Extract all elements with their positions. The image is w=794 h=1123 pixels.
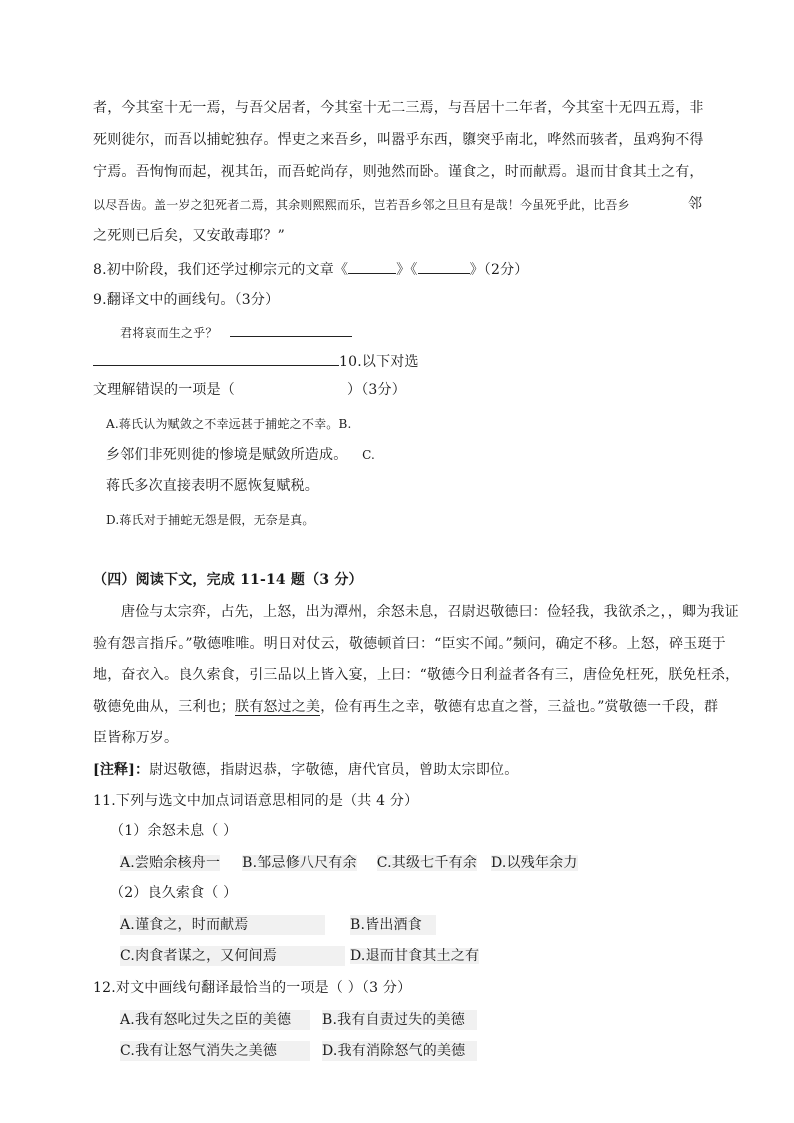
option-a[interactable]: A.我有怒叱过失之臣的美德 xyxy=(120,1010,310,1030)
option-d[interactable]: D.退而甘食其土之有 xyxy=(350,948,480,964)
answer-blank[interactable] xyxy=(93,351,339,366)
option-a[interactable]: A.谨食之，时而献焉 xyxy=(120,915,325,935)
underlined-sentence: 君将哀而生之乎？ xyxy=(120,326,218,340)
question-11-sub-1-options xyxy=(120,853,578,873)
passage2-line-2: 验有怨言指斥。”敬德唯唯。明日对仗云，敬德顿首曰：“臣实不闻。”频问，确定不移。上怒，碎玉珽于 xyxy=(93,636,726,652)
option-c[interactable]: C.肉食者谋之，又何间焉 xyxy=(120,946,345,966)
passage2-line-3: 地，奋衣入。良久索食，引三品以上皆入宴，上曰：“敬德今日利益者各有三，唐俭免枉死，朕免枉杀， xyxy=(93,667,740,683)
question-10-start: 10.以下对选 xyxy=(339,354,419,370)
question-8-text-b: 》《 xyxy=(396,262,418,278)
text: ，俭有再生之幸，敬德有忠直之誉，三益也。”赏敬德一千段，群 xyxy=(320,699,719,715)
underlined-sentence: 朕有怒过之美 xyxy=(235,699,321,715)
option-b xyxy=(106,445,375,465)
question-11-sub-2-options-ab xyxy=(120,915,436,935)
option-b[interactable]: B.邹忌修八尺有余 xyxy=(242,855,357,871)
option-a[interactable]: A.尝贻余核舟一 xyxy=(120,855,221,871)
question-12-options-cd xyxy=(120,1041,477,1061)
annotation xyxy=(93,760,518,780)
option-d[interactable]: D.我有消除怒气的美德 xyxy=(322,1041,477,1061)
annotation-text: 尉迟敬德，指尉迟恭，字敬德，唐代官员，曾助太宗即位。 xyxy=(149,762,519,778)
passage-line-4-tail: 邻 xyxy=(688,196,703,212)
option-b[interactable]: B.我有自责过失的美德 xyxy=(322,1010,477,1030)
answer-blank[interactable] xyxy=(418,259,470,274)
passage-line-5: 之死则已后矣，又安敢毒耶？” xyxy=(93,228,285,244)
question-8-text-c: 》（2分） xyxy=(469,262,529,278)
option-c: 蒋氏多次直接表明不愿恢复赋税。 xyxy=(106,478,319,494)
question-11-stem: 11.下列与选文中加点词语意思相同的是（共 4 分） xyxy=(93,793,419,809)
text: 敬德免曲从，三利也； xyxy=(93,699,235,715)
passage2-line-4 xyxy=(93,697,718,717)
question-8 xyxy=(93,259,529,280)
question-12-options-ab xyxy=(120,1010,477,1030)
option-b[interactable]: B.皆出酒食 xyxy=(350,915,436,935)
passage-line-1: 者，今其室十无一焉，与吾父居者，今其室十无二三焉，与吾居十二年者，今其室十无四五焉，非 xyxy=(93,100,704,116)
question-11-sub-2-options-cd xyxy=(120,946,479,966)
option-c-label: C. xyxy=(362,448,376,462)
answer-blank[interactable] xyxy=(348,259,396,274)
passage-line-3: 宁焉。吾恂恂而起，视其缶，而吾蛇尚存，则弛然而卧。谨食之，时而献焉。退而甘食其土之有， xyxy=(93,164,704,180)
question-12-stem: 12.对文中画线句翻译最恰当的一项是（ ）（3 分） xyxy=(93,980,412,996)
option-b-text: 乡邻们非死则徙的惨境是赋敛所造成。 xyxy=(106,447,348,463)
stem-score: ）（3分） xyxy=(347,382,406,398)
question-9-sentence xyxy=(120,322,352,343)
option-d[interactable]: D.以残年余力 xyxy=(490,855,578,871)
answer-line-row xyxy=(93,351,419,372)
annotation-label: [注释]： xyxy=(93,762,150,778)
passage2-line-1: 唐俭与太宗弈，占先，上怒，出为潭州，余怒未息，召尉迟敬德曰：俭轻我，我欲杀之，，卿为我证 xyxy=(121,604,739,620)
passage-line-4: 以尽吾齿。盖一岁之犯死者二焉，其余则熙熙而乐，岂若吾乡邻之旦旦有是哉！今虽死乎此，比吾乡 xyxy=(93,198,630,212)
passage-line-2: 死则徙尔，而吾以捕蛇独存。悍吏之来吾乡，叫嚣乎东西，隳突乎南北，哗然而骇者，虽鸡狗不得 xyxy=(93,132,704,148)
question-9-title: 9.翻译文中的画线句。（3分） xyxy=(93,292,280,308)
option-c[interactable]: C.我有让怒气消失之美德 xyxy=(120,1041,310,1061)
option-d: D.蒋氏对于捕蛇无怨是假，无奈是真。 xyxy=(106,513,315,527)
section-4-title: （四）阅读下文，完成 11-14 题（3 分） xyxy=(93,572,363,588)
passage2-line-5: 臣皆称万岁。 xyxy=(93,730,179,746)
option-c[interactable]: C.其级七千有余 xyxy=(376,855,477,871)
question-11-sub-1: （1）余怒未息（ ） xyxy=(110,823,238,839)
stem-text: 文理解错误的一项是（ xyxy=(93,382,235,398)
option-a: A.蒋氏认为赋敛之不幸远甚于捕蛇之不幸。B. xyxy=(106,417,352,431)
question-8-text-a: 8.初中阶段，我们还学过柳宗元的文章《 xyxy=(93,262,349,278)
question-10-stem xyxy=(93,380,406,400)
answer-blank[interactable] xyxy=(230,322,352,337)
question-11-sub-2: （2）良久索食（ ） xyxy=(110,885,238,901)
